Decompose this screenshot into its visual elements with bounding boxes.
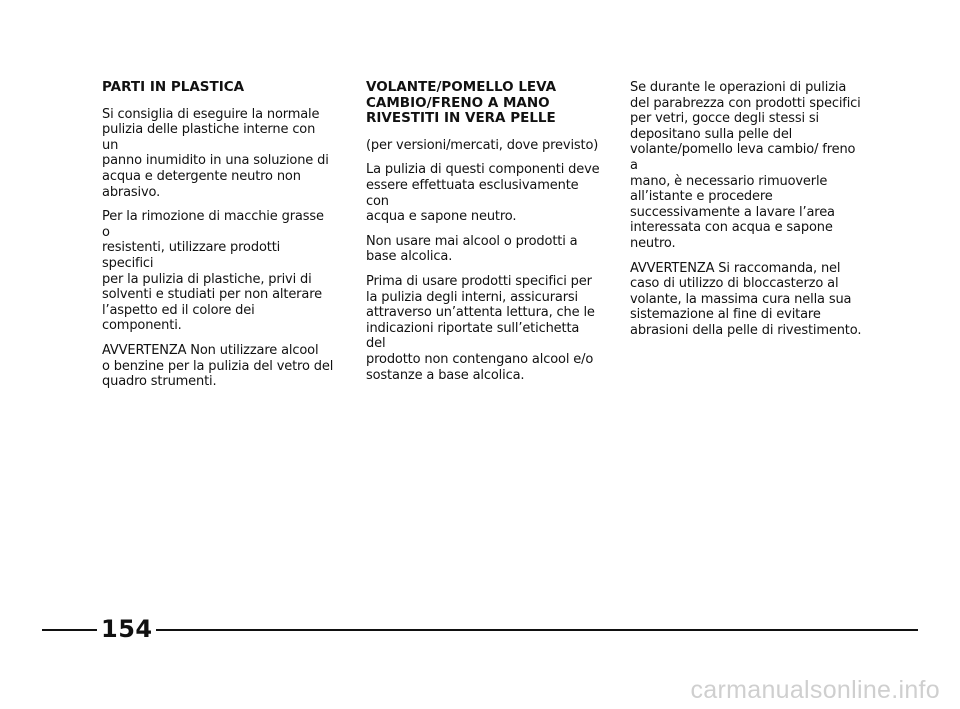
- column-1: [102, 80, 334, 399]
- page-footer: [42, 614, 918, 646]
- footer-rule-right: [156, 629, 918, 631]
- watermark: carmanualsonline.info: [690, 676, 940, 704]
- warning-paragraph: AVVERTENZA Non utilizzare alcool o benzine per la pulizia del vetro del quadro strumenti.: [102, 342, 334, 390]
- paragraph: Prima di usare prodotti specifici per la pulizia degli interni, assicurarsi attraverso un’attenta lettura, che le indicazioni riportate sull’etichetta del prodotto non contengano alcool e/o sostanze a base alcolica.: [366, 273, 595, 383]
- section-heading-parti-in-plastica: PARTI IN PLASTICA: [102, 79, 245, 95]
- column-2: [366, 80, 600, 392]
- paragraph: La pulizia di questi componenti deve essere effettuata esclusivamente con acqua e sapone neutro.: [366, 162, 600, 225]
- paragraph: Se durante le operazioni di pulizia del parabrezza con prodotti specifici per vetri, gocce degli stessi si depositano sulla pelle del volante/pomello leva cambio/ freno a mano, è necessario rimuoverle all’istante e procedere successivamente a lavare l’area interessata con acqua e sapone neutro.: [630, 80, 861, 251]
- footer-rule-left: [42, 629, 97, 631]
- paragraph: Si consiglia di eseguire la normale pulizia delle plastiche interne con un panno inumidito in una soluzione di acqua e detergente neutro non abrasivo.: [102, 106, 329, 200]
- paragraph: Per la rimozione di macchie grasse o resistenti, utilizzare prodotti specifici per la pulizia di plastiche, privi di solventi e studiati per non alterare l’aspetto ed il colore dei componenti.: [102, 209, 324, 334]
- page-number: 154: [101, 615, 153, 643]
- paragraph: (per versioni/mercati, dove previsto): [366, 137, 599, 153]
- paragraph: Non usare mai alcool o prodotti a base alcolica.: [366, 233, 578, 265]
- column-3: [630, 80, 866, 348]
- section-heading-volante-pelle: VOLANTE/POMELLO LEVA CAMBIO/FRENO A MANO RIVESTITI IN VERA PELLE: [366, 79, 557, 127]
- warning-paragraph: AVVERTENZA Si raccomanda, nel caso di utilizzo di bloccasterzo al volante, la massima cura nella sua sistemazione al fine di evitare abrasioni della pelle di rivestimento.: [630, 260, 862, 338]
